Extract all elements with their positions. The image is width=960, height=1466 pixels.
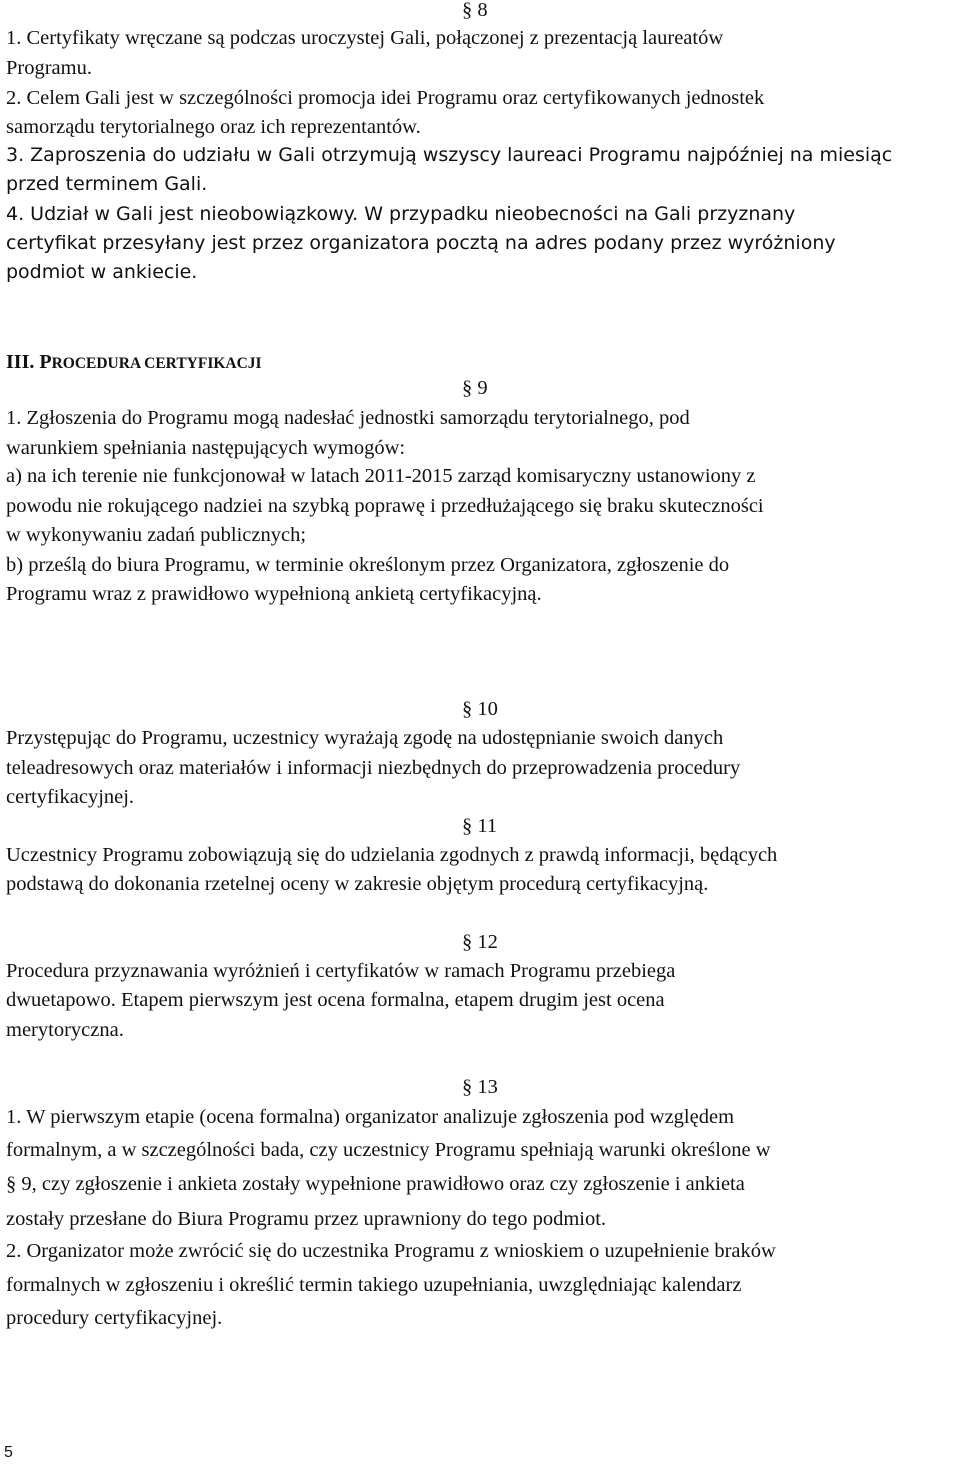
text-line: formalnych w zgłoszeniu i określić termin takiego uzupełniania, uwzględniając kalendarz: [6, 1274, 742, 1296]
text-line: procedury certyfikacyjnej.: [6, 1307, 223, 1329]
section-9-heading: § 9: [462, 377, 488, 399]
text-line: samorządu terytorialnego oraz ich reprezentantów.: [6, 116, 421, 138]
text-line: Programu wraz z prawidłowo wypełnioną ankietą certyfikacyjną.: [6, 583, 542, 605]
text-line: certyfikacyjnej.: [6, 786, 135, 808]
text-line: 2. Organizator może zwrócić się do uczestnika Programu z wnioskiem o uzupełnienie braków: [6, 1240, 776, 1262]
text-line: 1. Certyfikaty wręczane są podczas uroczystej Gali, połączonej z prezentacją laureatów: [6, 27, 724, 49]
text-line: podmiot w ankiecie.: [6, 261, 198, 283]
text-line: dwuetapowo. Etapem pierwszym jest ocena formalna, etapem drugim jest ocena: [6, 989, 665, 1011]
text-line: 2. Celem Gali jest w szczególności promocja idei Programu oraz certyfikowanych jednostek: [6, 87, 765, 109]
text-line: b) prześlą do biura Programu, w terminie określonym przez Organizatora, zgłoszenie do: [6, 554, 730, 576]
text-line: 3. Zaproszenia do udziału w Gali otrzymują wszyscy laureaci Programu najpóźniej na miesiąc: [6, 144, 893, 166]
page-number: 5: [4, 1444, 13, 1461]
text-line: przed terminem Gali.: [6, 173, 208, 195]
text-line: teleadresowych oraz materiałów i informacji niezbędnych do przeprowadzenia procedury: [6, 757, 741, 779]
text-line: zostały przesłane do Biura Programu przez uprawniony do tego podmiot.: [6, 1208, 607, 1230]
text-line: 1. W pierwszym etapie (ocena formalna) organizator analizuje zgłoszenia pod względem: [6, 1106, 735, 1128]
section-12-heading: § 12: [462, 931, 498, 953]
section-11-heading: § 11: [462, 815, 498, 837]
text-line: w wykonywaniu zadań publicznych;: [6, 524, 307, 546]
text-line: a) na ich terenie nie funkcjonował w latach 2011-2015 zarząd komisaryczny ustanowiony z: [6, 465, 756, 487]
text-line: Uczestnicy Programu zobowiązują się do udzielania zgodnych z prawdą informacji, będących: [6, 844, 778, 866]
text-line: merytoryczna.: [6, 1019, 124, 1041]
text-line: warunkiem spełniania następujących wymogów:: [6, 437, 406, 459]
text-line: 1. Zgłoszenia do Programu mogą nadesłać jednostki samorządu terytorialnego, pod: [6, 407, 690, 429]
chapter-number: III.: [6, 351, 40, 373]
text-line: podstawą do dokonania rzetelnej oceny w zakresie objętym procedurą certyfikacyjną.: [6, 873, 709, 895]
chapter-title-rest: ROCEDURA CERTYFIKACJI: [51, 355, 262, 372]
text-line: § 9, czy zgłoszenie i ankieta zostały wypełnione prawidłowo oraz czy zgłoszenie i ankieta: [6, 1173, 745, 1195]
chapter-heading: [6, 351, 262, 374]
text-line: 4. Udział w Gali jest nieobowiązkowy. W przypadku nieobecności na Gali przyznany: [6, 203, 796, 225]
text-line: Procedura przyznawania wyróżnień i certyfikatów w ramach Programu przebiega: [6, 960, 676, 982]
section-8-heading: § 8: [462, 0, 488, 21]
text-line: certyfikat przesyłany jest przez organizatora pocztą na adres podany przez wyróżniony: [6, 232, 836, 254]
section-10-heading: § 10: [462, 698, 498, 720]
text-line: powodu nie rokującego nadziei na szybką poprawę i przedłużającego się braku skuteczności: [6, 495, 764, 517]
section-13-heading: § 13: [462, 1076, 498, 1098]
text-line: formalnym, a w szczególności bada, czy uczestnicy Programu spełniają warunki określone w: [6, 1139, 771, 1161]
chapter-title-initial: P: [39, 351, 52, 373]
text-line: Przystępując do Programu, uczestnicy wyrażają zgodę na udostępnianie swoich danych: [6, 727, 724, 749]
text-line: Programu.: [6, 57, 92, 79]
